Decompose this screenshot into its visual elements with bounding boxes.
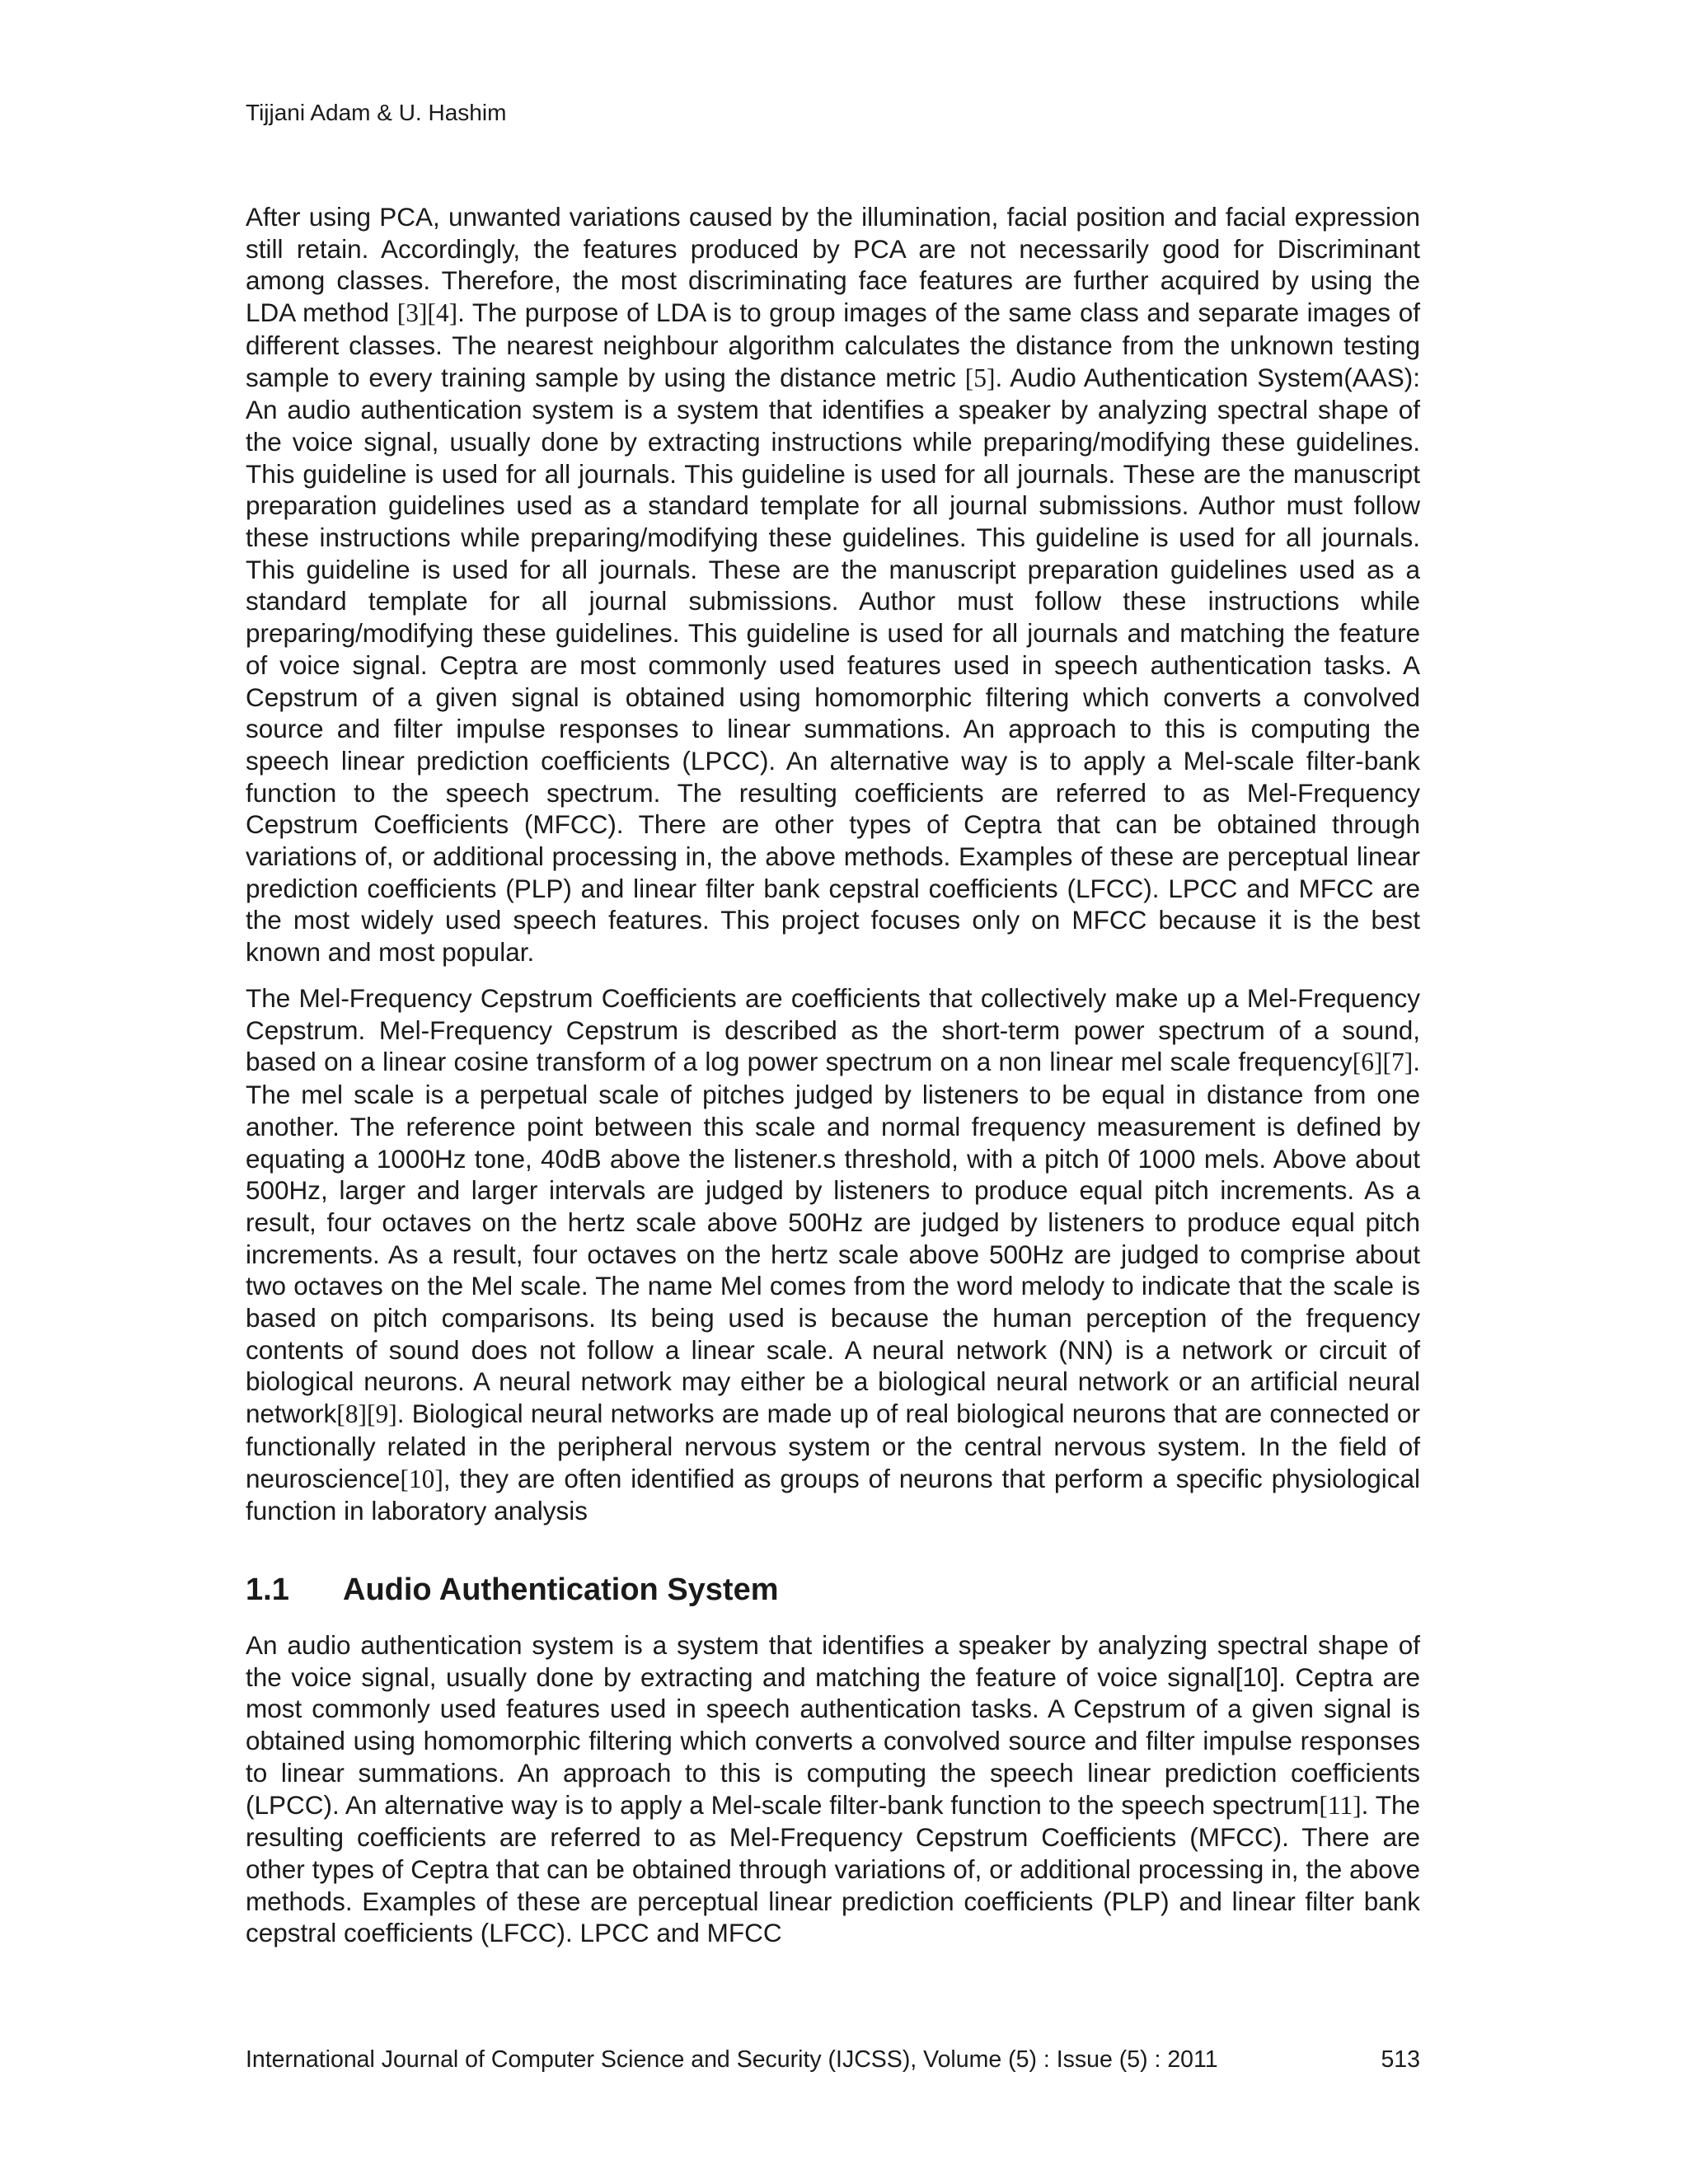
citation-10: [10] [400, 1464, 443, 1493]
citation-3-4: [3][4] [396, 298, 458, 328]
citation-8-9: [8][9] [336, 1399, 397, 1429]
paragraph-text: . Audio Authentication System(AAS): An audio authentication system is a system that identifies a speaker by analyzing spectral shape of the voice signal, usually done by extracting instructions while preparing/modifying these guidelines. This guideline is used for all journals. This guideline is used for all journals. These are the manuscript preparation guidelines used as a standard template for all journal submissions. Author must follow these instructions while preparing/modifying these guidelines. This guideline is used for all journals. This guideline is used for all journals. These are the manuscript preparation guidelines used as a standard template for all journal submissions. Author must follow these instructions while preparing/modifying these guidelines. This guideline is used for all journals and matching the feature of voice signal. Ceptra are most commonly used features used in speech authentication tasks. A Cepstrum of a given signal is obtained using homomorphic filtering which converts a convolved source and filter impulse responses to linear summations. An approach to this is computing the speech linear prediction coefficients (LPCC). An alternative way is to apply a Mel-scale filter-bank function to the speech spectrum. The resulting coefficients are referred to as Mel-Frequency Cepstrum Coefficients (MFCC). There are other types of Ceptra that can be obtained through variations of, or additional processing in, the above methods. Examples of these are perceptual linear prediction coefficients (PLP) and linear filter bank cepstral coefficients (LFCC). LPCC and MFCC are the most widely used speech features. This project focuses only on MFCC because it is the best known and most popular. [246, 362, 1420, 968]
paragraph-text: . Biological neural networks are made up of real biological neurons that are connected or functionally related in the peripheral nervous system or the central nervous system. In the field of neuroscience [246, 1399, 1420, 1493]
running-head-authors: Tijjani Adam & U. Hashim [246, 100, 507, 125]
paragraph-text: , they are often identified as groups of neurons that perform a specific physiological function in laboratory analysis [246, 1463, 1420, 1526]
page-number: 513 [1381, 2046, 1420, 2073]
footer-journal-info: International Journal of Computer Science and Security (IJCSS), Volume (5) : Issue (5) : 2011 [246, 2046, 1218, 2073]
paragraph-text: . The mel scale is a perpetual scale of pitches judged by listeners to be equal in distance from one another. The reference point between this scale and normal frequency measurement is defined by equating a 1000Hz tone, 40dB above the listener.s threshold, with a pitch 0f 1000 mels. Above about 500Hz, larger and larger intervals are judged by listeners to produce equal pitch increments. As a result, four octaves on the hertz scale above 500Hz are judged by listeners to produce equal pitch increments. As a result, four octaves on the hertz scale above 500Hz are judged to comprise about two octaves on the Mel scale. The name Mel comes from the word melody to indicate that the scale is based on pitch comparisons. Its being used is because the human perception of the frequency contents of sound does not follow a linear scale. A neural network (NN) is a network or circuit of biological neurons. A neural network may either be a biological neural network or an artificial neural network [246, 1047, 1420, 1429]
body-paragraph-3 [246, 1629, 1420, 1949]
section-title: Audio Authentication System [343, 1572, 779, 1607]
paragraph-text: After using PCA, unwanted variations caused by the illumination, facial position and facial expression still retain. Accordingly, the features produced by PCA are not necessarily good for Discriminant among classes. Therefore, the most discriminating face features are further acquired by using the LDA method [246, 202, 1420, 328]
body-paragraph-1 [246, 201, 1420, 968]
citation-5: [5] [964, 363, 996, 392]
paragraph-text: The Mel-Frequency Cepstrum Coefficients are coefficients that collectively make up a Mel-Frequency Cepstrum. Mel-Frequency Cepstrum is described as the short-term power spectrum of a sound, based on a linear cosine transform of a log power spectrum on a non linear mel scale frequency [246, 983, 1420, 1077]
section-heading [246, 1571, 779, 1609]
paragraph-text: . The purpose of LDA is to group images of the same class and separate images of different classes. The nearest neighbour algorithm calculates the distance from the unknown testing sample to every training sample by using the distance metric [246, 298, 1420, 392]
paragraph-text: . The resulting coefficients are referred to as Mel-Frequency Cepstrum Coefficients (MFCC). There are other types of Ceptra that can be obtained through variations of, or additional processing in, the above methods. Examples of these are perceptual linear prediction coefficients (PLP) and linear filter bank cepstral coefficients (LFCC). LPCC and MFCC [246, 1789, 1420, 1948]
citation-6-7: [6][7] [1352, 1047, 1414, 1077]
citation-11: [11] [1319, 1790, 1362, 1820]
body-paragraph-2 [246, 982, 1420, 1527]
section-number: 1.1 [246, 1572, 289, 1607]
paragraph-text: An audio authentication system is a system that identifies a speaker by analyzing spectral shape of the voice signal, usually done by extracting and matching the feature of voice signal[10]. Ceptra are most commonly used features used in speech authentication tasks. A Cepstrum of a given signal is obtained using homomorphic filtering which converts a convolved source and filter impulse responses to linear summations. An approach to this is computing the speech linear prediction coefficients (LPCC). An alternative way is to apply a Mel-scale filter-bank function to the speech spectrum [246, 1630, 1420, 1820]
